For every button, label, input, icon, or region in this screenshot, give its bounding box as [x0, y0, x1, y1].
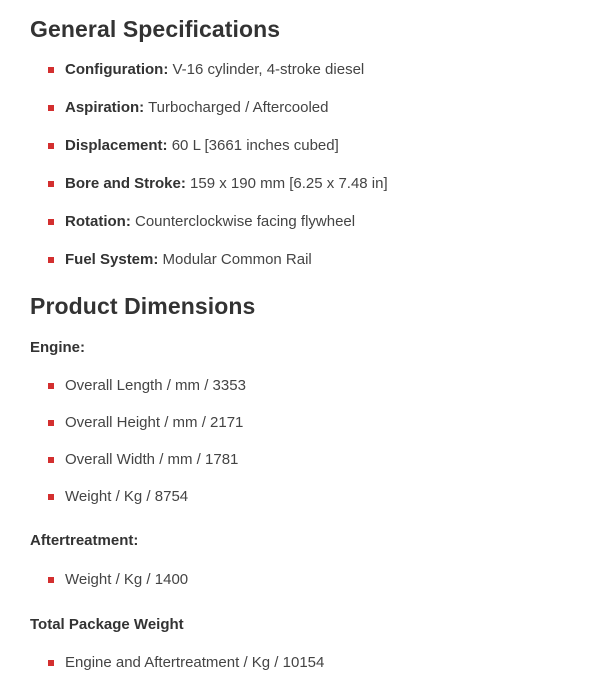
list-item	[30, 251, 388, 289]
bullet-icon	[48, 219, 54, 225]
spec-label: Aspiration:	[65, 99, 145, 116]
bullet-icon	[48, 660, 54, 666]
dimension-text: Weight / Kg / 1400	[65, 571, 189, 588]
spec-value: Modular Common Rail	[158, 251, 312, 268]
aftertreatment-subheading: Aftertreatment:	[30, 532, 139, 549]
spec-label: Fuel System:	[65, 251, 159, 268]
list-item	[30, 61, 388, 99]
spec-value: 159 x 190 mm [6.25 x 7.48 in]	[185, 175, 388, 192]
engine-subheading: Engine:	[30, 339, 85, 356]
dimension-text: Overall Width / mm / 1781	[65, 451, 239, 468]
list-item	[30, 175, 388, 213]
list-item	[30, 654, 324, 672]
list-item	[30, 377, 246, 414]
spec-value: 60 L [3661 inches cubed]	[167, 137, 339, 154]
bullet-icon	[48, 105, 54, 111]
list-item	[30, 571, 188, 589]
spec-value: Turbocharged / Aftercooled	[144, 99, 329, 116]
bullet-icon	[48, 420, 54, 426]
engine-dimensions-list	[30, 377, 246, 525]
bullet-icon	[48, 494, 54, 500]
list-item	[30, 451, 246, 488]
dimension-text: Engine and Aftertreatment / Kg / 10154	[65, 654, 325, 671]
dimension-text: Overall Height / mm / 2171	[65, 414, 244, 431]
spec-label: Displacement:	[65, 137, 168, 154]
list-item	[30, 99, 388, 137]
list-item	[30, 488, 246, 525]
list-item	[30, 137, 388, 175]
bullet-icon	[48, 577, 54, 583]
bullet-icon	[48, 383, 54, 389]
spec-label: Bore and Stroke:	[65, 175, 186, 192]
spec-value: V-16 cylinder, 4-stroke diesel	[168, 61, 365, 78]
bullet-icon	[48, 67, 54, 73]
list-item	[30, 414, 246, 451]
spec-value: Counterclockwise facing flywheel	[130, 213, 356, 230]
total-package-list	[30, 654, 324, 672]
dimension-text: Overall Length / mm / 3353	[65, 377, 246, 394]
aftertreatment-list	[30, 571, 188, 589]
bullet-icon	[48, 257, 54, 263]
total-package-weight-subheading: Total Package Weight	[30, 616, 184, 633]
dimension-text: Weight / Kg / 8754	[65, 488, 189, 505]
bullet-icon	[48, 143, 54, 149]
bullet-icon	[48, 181, 54, 187]
list-item	[30, 213, 388, 251]
bullet-icon	[48, 457, 54, 463]
spec-label: Rotation:	[65, 213, 131, 230]
general-specifications-heading: General Specifications	[30, 16, 281, 42]
general-specifications-list	[30, 61, 388, 289]
product-dimensions-heading: Product Dimensions	[30, 293, 256, 319]
spec-label: Configuration:	[65, 61, 169, 78]
